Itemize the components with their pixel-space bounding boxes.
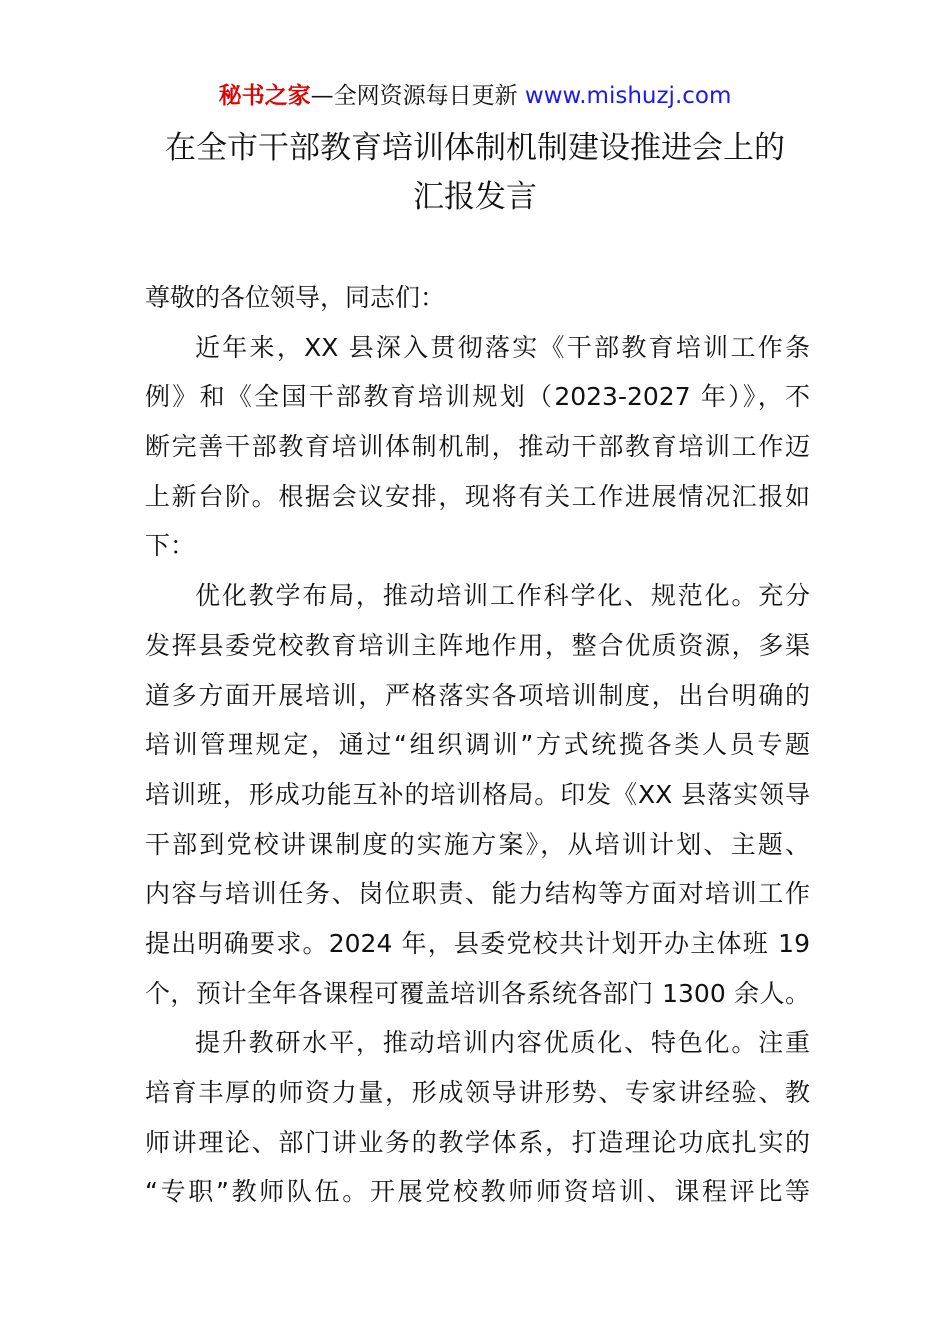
body-line: “专职”教师队伍。开展党校教师师资培训、课程评比等 [145, 1177, 810, 1207]
body-line: 发挥县委党校教育培训主阵地作用，整合优质资源，多渠 [145, 630, 810, 660]
body-line: 例》和《全国干部教育培训规划（2023-2027 年）》，不 [145, 382, 810, 412]
body-line: 提升教研水平，推动培训内容优质化、特色化。注重 [195, 1028, 810, 1058]
body-line: 提出明确要求。2024 年，县委党校共计划开办主体班 19 [145, 928, 810, 958]
body-line: 下： [145, 531, 196, 561]
site-banner [0, 80, 950, 112]
body-line: 优化教学布局，推动培训工作科学化、规范化。充分 [195, 581, 810, 611]
salutation: 尊敬的各位领导，同志们： [145, 283, 446, 312]
banner-tagline: —全网资源每日更新 [310, 83, 518, 109]
body-line: 个，预计全年各课程可覆盖培训各系统各部门 1300 余人。 [145, 978, 810, 1008]
document-body [145, 278, 810, 1222]
brand-name: 秘书之家 [218, 83, 311, 109]
body-line: 近年来，XX 县深入贯彻落实《干部教育培训工作条 [195, 332, 810, 362]
site-url-link[interactable]: www.mishuzj.com [524, 83, 732, 109]
document-title-line-2: 汇报发言 [413, 179, 537, 215]
document-title-line-1: 在全市干部教育培训体制机制建设推进会上的 [165, 130, 785, 166]
body-line: 道多方面开展培训，严格落实各项培训制度，出台明确的 [145, 680, 810, 710]
body-line: 内容与培训任务、岗位职责、能力结构等方面对培训工作 [145, 879, 810, 909]
body-line: 培育丰厚的师资力量，形成领导讲形势、专家讲经验、教 [145, 1078, 810, 1107]
body-line: 干部到党校讲课制度的实施方案》，从培训计划、主题、 [145, 829, 810, 859]
body-line: 师讲理论、部门讲业务的教学体系，打造理论功底扎实的 [145, 1127, 810, 1157]
body-line: 上新台阶。根据会议安排，现将有关工作进展情况汇报如 [145, 481, 810, 511]
body-line: 断完善干部教育培训体制机制，推动干部教育培训工作迈 [145, 432, 810, 462]
body-line: 培训班，形成功能互补的培训格局。印发《XX 县落实领导 [145, 779, 810, 809]
body-line: 培训管理规定，通过“组织调训”方式统揽各类人员专题 [145, 730, 810, 760]
